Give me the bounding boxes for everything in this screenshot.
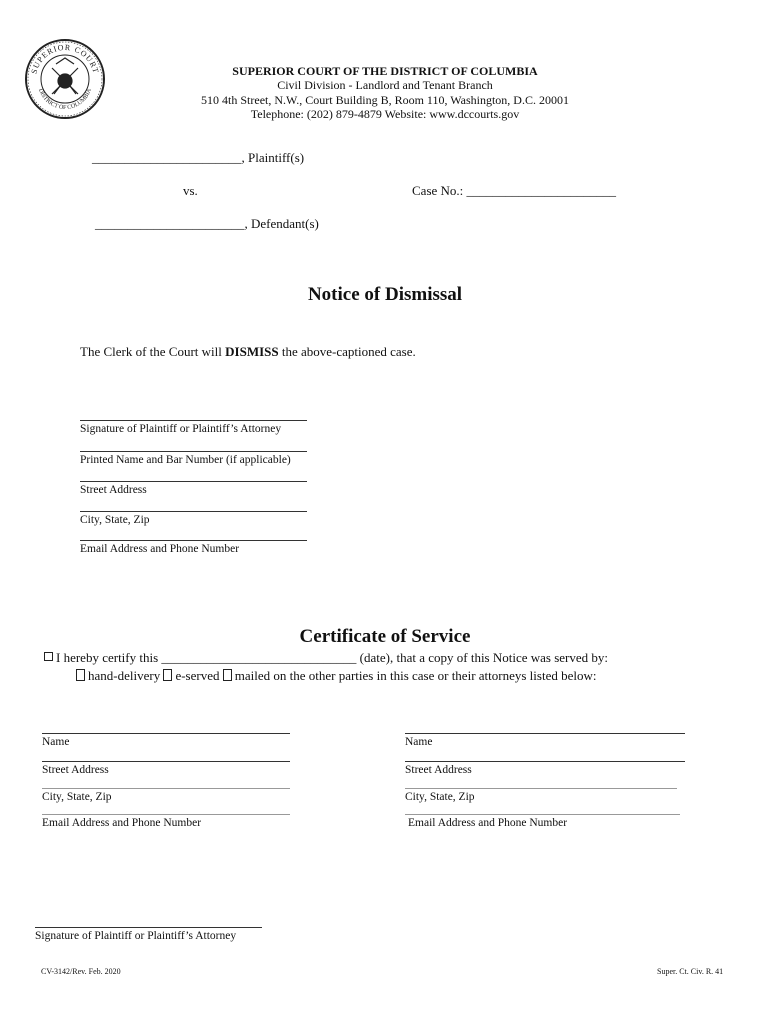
case-number-line[interactable]: Case No.: _______________________	[412, 183, 617, 198]
court-rule: Super. Ct. Civ. R. 41	[657, 967, 724, 976]
plaintiff-line[interactable]: _______________________, Plaintiff(s)	[92, 150, 305, 165]
hand-delivery-label: hand-delivery	[88, 668, 161, 683]
seal-bottom-text: DISTRICT OF COLUMBIA	[37, 87, 93, 112]
printed-name-line[interactable]	[80, 451, 307, 452]
e-served-label: e-served	[175, 668, 220, 683]
email-label: Email Address and Phone Number	[80, 543, 240, 555]
left-name-label: Name	[42, 736, 70, 748]
seal-top-text: SUPERIOR COURT	[29, 42, 101, 75]
final-signature-label: Signature of Plaintiff or Plaintiff’s Attorney	[35, 930, 237, 942]
court-contact: Telephone: (202) 879-4879 Website: www.dccourts.gov	[250, 107, 520, 121]
notice-title: Notice of Dismissal	[307, 284, 463, 305]
left-name-line[interactable]	[42, 733, 290, 734]
certify-checkbox[interactable]	[44, 652, 53, 661]
right-email-label: Email Address and Phone Number	[408, 817, 568, 829]
court-address: 510 4th Street, N.W., Court Building B, Room 110, Washington, D.C. 20001	[201, 93, 569, 107]
street-line[interactable]	[80, 481, 307, 482]
court-division: Civil Division - Landlord and Tenant Branch	[277, 78, 493, 92]
printed-name-label: Printed Name and Bar Number (if applicable)	[80, 454, 291, 466]
certificate-title: Certificate of Service	[299, 626, 471, 647]
signature-label: Signature of Plaintiff or Plaintiff’s Attorney	[80, 423, 282, 435]
left-email-line[interactable]	[42, 814, 290, 815]
mailed-checkbox[interactable]	[223, 669, 232, 681]
court-name: SUPERIOR COURT OF THE DISTRICT OF COLUMBIA	[232, 64, 538, 78]
final-signature-line[interactable]	[35, 927, 262, 928]
right-city-label: City, State, Zip	[405, 791, 475, 803]
left-street-line[interactable]	[42, 761, 290, 762]
left-email-label: Email Address and Phone Number	[42, 817, 202, 829]
left-street-label: Street Address	[42, 764, 109, 776]
right-name-line[interactable]	[405, 733, 685, 734]
notice-body: The Clerk of the Court will DISMISS the above-captioned case.	[80, 344, 416, 359]
right-street-label: Street Address	[405, 764, 472, 776]
email-line[interactable]	[80, 540, 307, 541]
left-city-line[interactable]	[42, 788, 290, 789]
form-id: CV-3142/Rev. Feb. 2020	[41, 967, 121, 976]
mailed-label: mailed on the other parties in this case or their attorneys listed below:	[234, 668, 597, 683]
right-city-line[interactable]	[405, 788, 677, 789]
signature-line[interactable]	[80, 420, 307, 421]
left-city-label: City, State, Zip	[42, 791, 112, 803]
hand-delivery-checkbox[interactable]	[76, 669, 85, 681]
certify-line: I hereby certify this ______________________________ (date), that a copy of this Notice was served by:	[44, 650, 608, 666]
e-served-checkbox[interactable]	[163, 669, 172, 681]
street-label: Street Address	[80, 484, 147, 496]
right-street-line[interactable]	[405, 761, 685, 762]
city-line[interactable]	[80, 511, 307, 512]
right-email-line[interactable]	[405, 814, 680, 815]
defendant-line[interactable]: _______________________, Defendant(s)	[95, 216, 319, 231]
service-methods	[76, 668, 596, 684]
right-name-label: Name	[405, 736, 433, 748]
city-label: City, State, Zip	[80, 514, 150, 526]
versus-label: vs.	[183, 183, 198, 198]
